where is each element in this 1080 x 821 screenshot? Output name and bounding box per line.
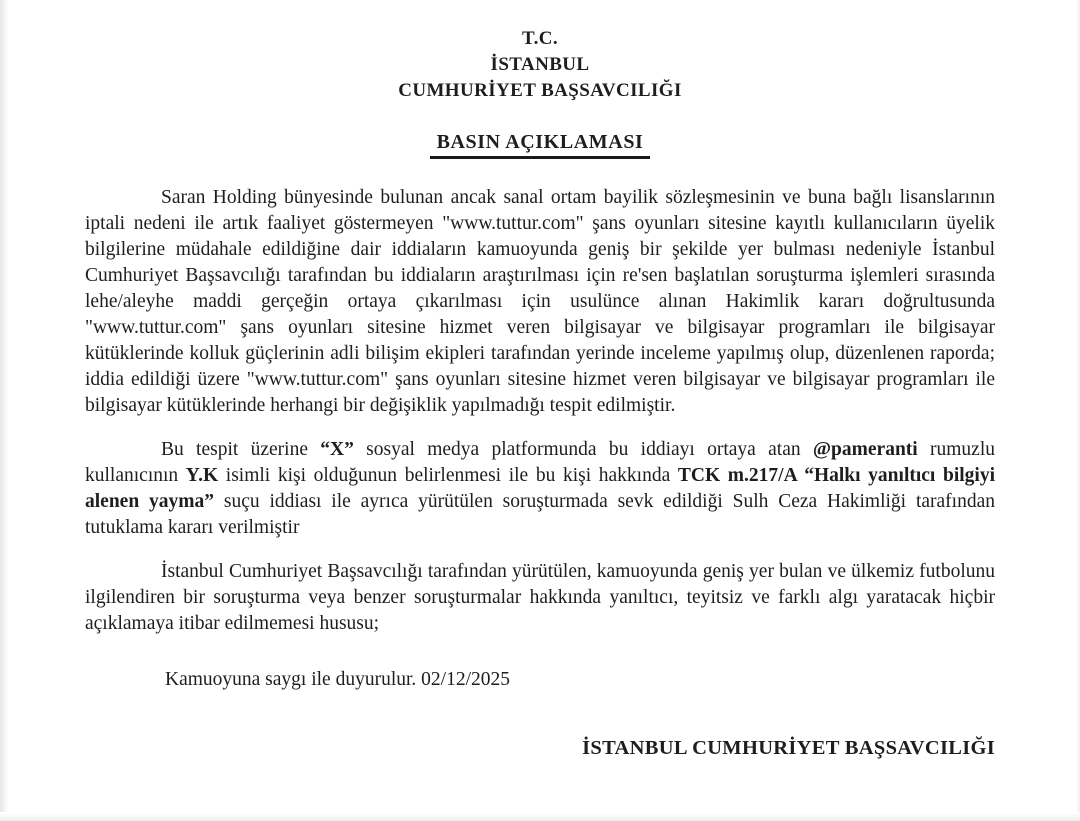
text-run: rumuzlu kullanıcının <box>85 439 996 486</box>
text-run: isimli kişi olduğunun belirlenmesi ile bu kişi hakkında <box>218 465 678 486</box>
text-run: Bu tespit üzerine <box>161 439 321 460</box>
bold-text-run: Y.K <box>185 465 219 486</box>
signature-line <box>85 737 995 760</box>
paragraph <box>85 437 995 541</box>
bold-text-run: @pameranti <box>812 439 918 460</box>
document-body <box>85 185 995 637</box>
document-header <box>0 0 1080 104</box>
header-republic-line: T.C. <box>521 28 559 49</box>
header-office-line: CUMHURİYET BAŞSAVCILIĞI <box>398 80 682 101</box>
header-city-line: İSTANBUL <box>490 54 590 75</box>
closing-line <box>165 667 995 693</box>
text-run: İstanbul Cumhuriyet Başsavcılığı tarafından yürütülen, kamuoyunda geniş yer bulan ve ülkemiz futbolunu ilgilendiren bir soruşturma veya benzer soruşturmalar hakkında yanıltıcı, teyitsiz ve farklı algı yaratacak hiçbir açıklamaya itibar edilmemesi hususu; <box>85 561 995 634</box>
page-bottom-edge-shadow <box>0 812 1080 821</box>
document-title: BASIN AÇIKLAMASI <box>430 131 651 159</box>
paragraph <box>85 559 995 637</box>
paragraph <box>85 185 995 419</box>
page-right-edge-shadow <box>1076 0 1080 821</box>
document-title-row <box>0 131 1080 159</box>
text-run: Saran Holding bünyesinde bulunan ancak sanal ortam bayilik sözleşmesinin ve buna bağlı lisanslarının iptali nedeni ile artık faaliyet göstermeyen "www.tuttur.com" şans oyunları sitesine kayıtlı kullanıcıların üyelik bilgilerine müdahale edildiğine dair iddiaların kamuoyunda geniş bir şekilde yer bulması nedeniyle İstanbul Cumhuriyet Başsavcılığı tarafından bu iddiaların araştırılması için re'sen başlatılan soruşturma işlemleri sırasında lehe/aleyhe maddi gerçeğin ortaya çıkarılması için usulünce alınan Hakimlik kararı doğrultusunda "www.tuttur.com" şans oyunları sitesine hizmet veren bilgisayar ve bilgisayar programları ile bilgisayar kütüklerinde kolluk güçlerinin adli bilişim ekipleri tarafından yerinde inceleme yapılmış olup, düzenlenen raporda; iddia edildiği üzere "www.tuttur.com" şans oyunları sitesine hizmet veren bilgisayar ve bilgisayar programları ile bilgisayar kütüklerinde herhangi bir değişiklik yapılmadığı tespit edilmiştir. <box>85 187 995 416</box>
closing-text: Kamuoyuna saygı ile duyurulur. 02/12/2025 <box>165 669 511 690</box>
bold-text-run: TCK m.217/A “Halkı yanıltıcı bilgiyi alenen yayma” <box>85 465 995 512</box>
signature-text: İSTANBUL CUMHURİYET BAŞSAVCILIĞI <box>582 737 995 759</box>
text-run: sosyal medya platformunda bu iddiayı ortaya atan <box>353 439 813 460</box>
page-left-edge-shadow <box>0 0 9 821</box>
text-run: suçu iddiası ile ayrıca yürütülen soruşturmada sevk edildiği Sulh Ceza Hakimliği tarafından tutuklama kararı verilmiştir <box>85 491 995 538</box>
bold-text-run: “X” <box>320 439 354 460</box>
